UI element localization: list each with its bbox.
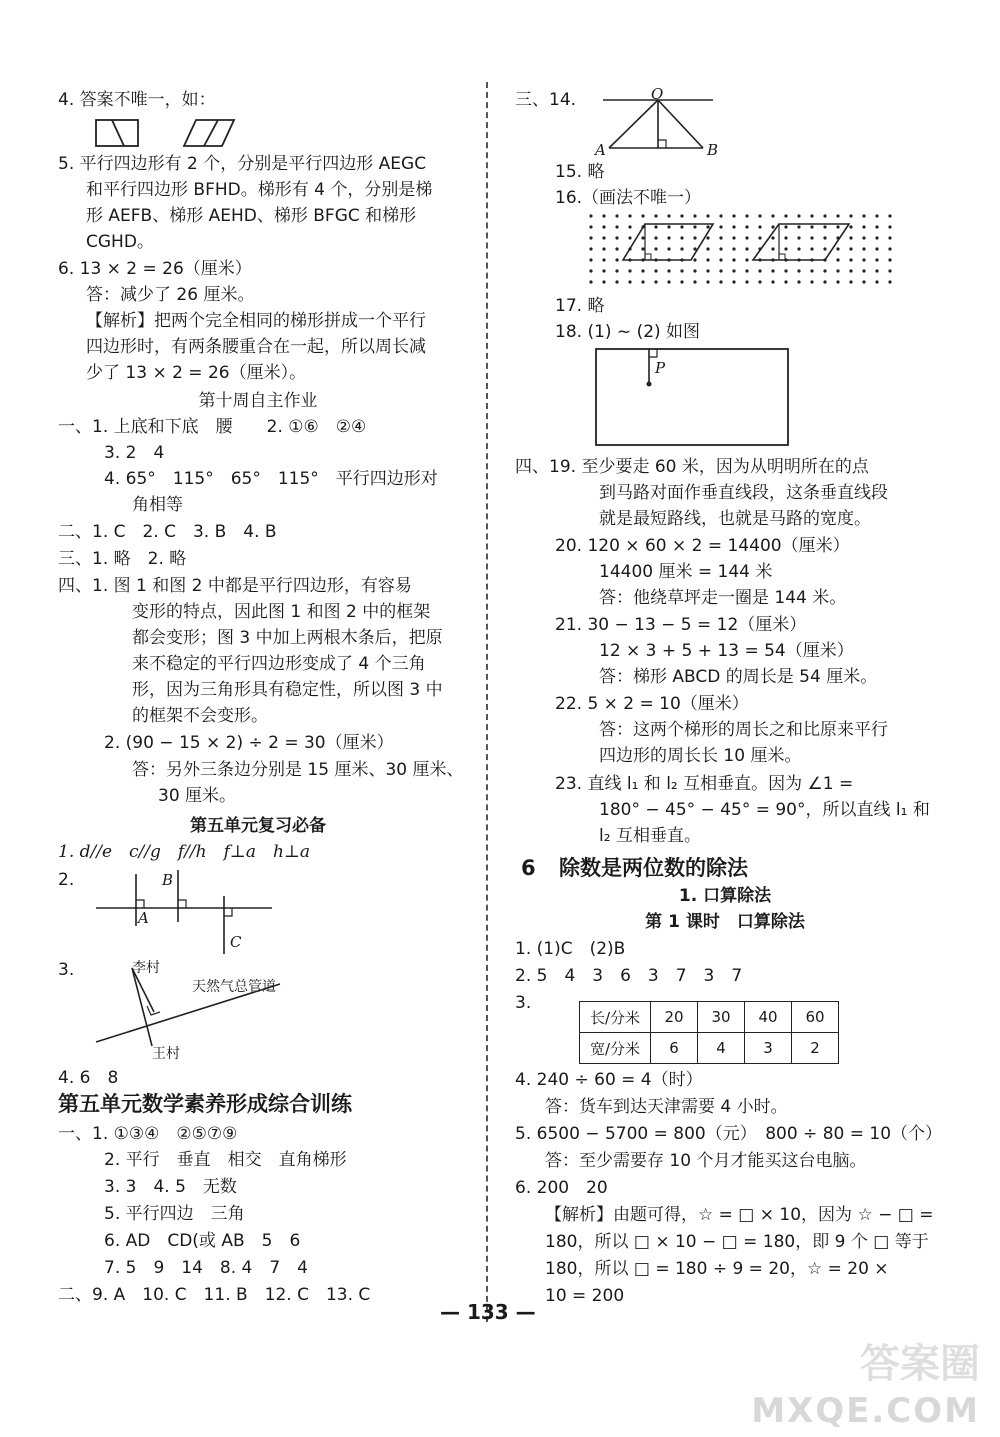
grid-dot bbox=[797, 225, 800, 228]
q4-line: 4. 答案不唯一，如： bbox=[58, 90, 216, 110]
w-line3: 4. 65° 115° 65° 115° 平行四边形对 bbox=[104, 469, 438, 489]
grid-dot bbox=[602, 225, 605, 228]
q18-line: 18. (1) ~ (2) 如图 bbox=[555, 322, 701, 342]
grid-dot bbox=[797, 214, 800, 217]
watermark-logo: 答案圈 bbox=[860, 1341, 980, 1387]
grid-dot bbox=[888, 258, 891, 261]
w-line6: 三、1. 略 2. 略 bbox=[58, 549, 187, 569]
grid-dot bbox=[836, 258, 839, 261]
grid-dot bbox=[784, 236, 787, 239]
table-cell: 60 bbox=[792, 1002, 839, 1033]
table-cell: 20 bbox=[651, 1002, 698, 1033]
a1-line: 1. (1)C (2)B bbox=[515, 939, 626, 959]
u-line5: 6. AD CD(或 AB 5 6 bbox=[104, 1231, 301, 1251]
w-line2: 3. 2 4 bbox=[104, 443, 165, 463]
grid-dot bbox=[823, 269, 826, 272]
grid-dot bbox=[667, 247, 670, 250]
grid-dot bbox=[719, 225, 722, 228]
grid-dot bbox=[680, 214, 683, 217]
grid-dot bbox=[719, 214, 722, 217]
grid-dot bbox=[693, 258, 696, 261]
w-line1: 一、1. 上底和下底 腰 2. ①⑥ ②④ bbox=[58, 417, 367, 437]
a3-line: 3. bbox=[515, 993, 532, 1013]
q19-line2: 到马路对面作垂直线段，这条垂直线段 bbox=[599, 483, 888, 503]
a2-line: 2. 5 4 3 6 3 7 3 7 bbox=[515, 966, 743, 986]
grid-dot bbox=[719, 236, 722, 239]
w-line12: 的框架不会变形。 bbox=[132, 706, 268, 726]
grid-dot bbox=[797, 236, 800, 239]
grid-dot bbox=[628, 236, 631, 239]
grid-dot bbox=[823, 280, 826, 283]
grid-dot bbox=[667, 280, 670, 283]
grid-dot bbox=[693, 280, 696, 283]
grid-dot bbox=[732, 269, 735, 272]
grid-dot bbox=[732, 236, 735, 239]
grid-dot bbox=[641, 247, 644, 250]
grid-dot bbox=[680, 280, 683, 283]
grid-dot bbox=[849, 225, 852, 228]
grid-dot bbox=[693, 269, 696, 272]
page-number: — 133 — bbox=[440, 1300, 536, 1324]
grid-dot bbox=[732, 247, 735, 250]
table-cell: 宽/分米 bbox=[580, 1033, 651, 1064]
w-line13: 2. (90 − 15 × 2) ÷ 2 = 30（厘米） bbox=[104, 733, 394, 753]
q16-line: 16.（画法不唯一） bbox=[555, 188, 702, 208]
grid-dot bbox=[589, 280, 592, 283]
q21-line3: 答：梯形 ABCD 的周长是 54 厘米。 bbox=[599, 667, 878, 687]
grid-dot bbox=[680, 236, 683, 239]
a4-line1: 4. 240 ÷ 60 = 4（时） bbox=[515, 1070, 703, 1090]
grid-dot bbox=[654, 247, 657, 250]
grid-dot bbox=[836, 247, 839, 250]
r-line1: 1. d//e c//g f//h f⊥a h⊥a bbox=[58, 842, 311, 862]
grid-dot bbox=[823, 247, 826, 250]
grid-dot bbox=[615, 280, 618, 283]
grid-dot bbox=[771, 236, 774, 239]
grid-dot bbox=[888, 280, 891, 283]
grid-dot bbox=[875, 236, 878, 239]
grid-dot bbox=[784, 247, 787, 250]
grid-dot bbox=[589, 269, 592, 272]
grid-dot bbox=[862, 258, 865, 261]
grid-dot bbox=[771, 280, 774, 283]
q21-line2: 12 × 3 + 5 + 13 = 54（厘米） bbox=[599, 641, 854, 661]
grid-dot bbox=[602, 280, 605, 283]
q19-line1: 四、19. 至少要走 60 米，因为从明明所在的点 bbox=[515, 457, 869, 477]
w-line10: 来不稳定的平行四边形变成了 4 个三角 bbox=[132, 654, 426, 674]
grid-dot bbox=[875, 269, 878, 272]
label-P: P bbox=[655, 359, 666, 377]
q6-analysis2: 四边形时，有两条腰重合在一起，所以周长减 bbox=[86, 337, 426, 357]
q6-analysis1: 【解析】把两个完全相同的梯形拼成一个平行 bbox=[86, 311, 426, 331]
grid-dot bbox=[771, 225, 774, 228]
grid-dot bbox=[810, 225, 813, 228]
u-line3: 3. 3 4. 5 无数 bbox=[104, 1177, 237, 1197]
grid-dot bbox=[680, 269, 683, 272]
grid-dot bbox=[654, 236, 657, 239]
grid-dot bbox=[589, 225, 592, 228]
grid-dot bbox=[810, 280, 813, 283]
grid-dot bbox=[758, 214, 761, 217]
a6-analysis1: 【解析】由题可得，☆ = □ × 10，因为 ☆ − □ = bbox=[545, 1205, 934, 1225]
unit6-title: 除数是两位数的除法 bbox=[559, 856, 748, 880]
grid-dot bbox=[771, 214, 774, 217]
grid-dot bbox=[888, 236, 891, 239]
grid-dot bbox=[758, 225, 761, 228]
grid-dot bbox=[589, 236, 592, 239]
grid-dot bbox=[784, 280, 787, 283]
table-cell: 4 bbox=[698, 1033, 745, 1064]
r-line3: 3. bbox=[58, 960, 75, 980]
q15-line: 15. 略 bbox=[555, 162, 605, 182]
grid-dot bbox=[719, 247, 722, 250]
grid-dot bbox=[862, 225, 865, 228]
unit5-title: 第五单元数学素养形成综合训练 bbox=[58, 1092, 352, 1116]
grid-dot bbox=[615, 225, 618, 228]
q20-line1: 20. 120 × 60 × 2 = 14400（厘米） bbox=[555, 536, 850, 556]
grid-dot bbox=[706, 269, 709, 272]
watermark-url: MXQE.COM bbox=[751, 1391, 980, 1431]
label-gas-pipeline: 天然气总管道 bbox=[192, 979, 276, 995]
grid-dot bbox=[836, 214, 839, 217]
table-cell: 6 bbox=[651, 1033, 698, 1064]
a6-analysis3: 180，所以 □ = 180 ÷ 9 = 20，☆ = 20 × bbox=[545, 1259, 889, 1279]
grid-dot bbox=[888, 214, 891, 217]
grid-dot bbox=[641, 269, 644, 272]
label-B-14: B bbox=[707, 141, 719, 159]
grid-dot bbox=[602, 236, 605, 239]
grid-dot bbox=[628, 269, 631, 272]
label-wang-village: 王村 bbox=[152, 1046, 180, 1062]
grid-dot bbox=[823, 236, 826, 239]
grid-dot bbox=[680, 247, 683, 250]
q14-label: 三、14. bbox=[515, 90, 577, 110]
grid-dot bbox=[745, 269, 748, 272]
grid-dot bbox=[628, 225, 631, 228]
grid-dot bbox=[784, 214, 787, 217]
week10-title: 第十周自主作业 bbox=[198, 391, 318, 411]
grid-dot bbox=[589, 247, 592, 250]
grid-dot bbox=[745, 247, 748, 250]
q6-line2: 答：减少了 26 厘米。 bbox=[86, 285, 255, 305]
grid-dot bbox=[706, 247, 709, 250]
w-line5: 二、1. C 2. C 3. B 4. B bbox=[58, 522, 277, 542]
q6-analysis3: 少了 13 × 2 = 26（厘米）。 bbox=[86, 363, 307, 383]
grid-dot bbox=[745, 258, 748, 261]
q5-line4: CGHD。 bbox=[86, 232, 154, 252]
grid-dot bbox=[836, 269, 839, 272]
u-line6: 7. 5 9 14 8. 4 7 4 bbox=[104, 1258, 308, 1278]
u-line2: 2. 平行 垂直 相交 直角梯形 bbox=[104, 1150, 347, 1170]
a6-analysis2: 180，所以 □ × 10 − □ = 180，即 9 个 □ 等于 bbox=[545, 1232, 929, 1252]
grid-dot bbox=[888, 269, 891, 272]
grid-dot bbox=[771, 247, 774, 250]
grid-dot bbox=[784, 225, 787, 228]
grid-dot bbox=[693, 236, 696, 239]
grid-dot bbox=[810, 214, 813, 217]
q23-line3: l₂ 互相垂直。 bbox=[599, 826, 701, 846]
grid-dot bbox=[654, 269, 657, 272]
grid-dot bbox=[862, 214, 865, 217]
label-A-14: A bbox=[595, 141, 606, 159]
grid-dot bbox=[862, 236, 865, 239]
grid-dot bbox=[654, 225, 657, 228]
q20-line3: 答：他绕草坪走一圈是 144 米。 bbox=[599, 588, 847, 608]
label-A: A bbox=[138, 909, 149, 927]
q5-line3: 形 AEFB、梯形 AEHD、梯形 BFGC 和梯形 bbox=[86, 206, 417, 226]
grid-dot bbox=[732, 280, 735, 283]
a5-line1: 5. 6500 − 5700 = 800（元） 800 ÷ 80 = 10（个） bbox=[515, 1124, 943, 1144]
lesson1-title: 第 1 课时 口算除法 bbox=[645, 912, 805, 932]
grid-dot bbox=[680, 225, 683, 228]
table-cell: 2 bbox=[792, 1033, 839, 1064]
a3-table bbox=[579, 1001, 839, 1064]
grid-dot bbox=[849, 236, 852, 239]
grid-dot bbox=[615, 247, 618, 250]
w-line7: 四、1. 图 1 和图 2 中都是平行四边形，有容易 bbox=[58, 576, 412, 596]
grid-dot bbox=[745, 225, 748, 228]
q17-line: 17. 略 bbox=[555, 296, 605, 316]
q22-line1: 22. 5 × 2 = 10（厘米） bbox=[555, 694, 749, 714]
left-column bbox=[58, 0, 528, 1340]
w-line8: 变形的特点，因此图 1 和图 2 中的框架 bbox=[132, 602, 431, 622]
grid-dot bbox=[758, 269, 761, 272]
grid-dot bbox=[589, 258, 592, 261]
q6-line1: 6. 13 × 2 = 26（厘米） bbox=[58, 259, 252, 279]
grid-dot bbox=[823, 214, 826, 217]
grid-dot bbox=[602, 258, 605, 261]
w-line9: 都会变形；图 3 中加上两根木条后，把原 bbox=[132, 628, 443, 648]
grid-dot bbox=[862, 269, 865, 272]
grid-dot bbox=[862, 247, 865, 250]
q22-line2: 答：这两个梯形的周长之和比原来平行 bbox=[599, 720, 888, 740]
grid-dot bbox=[875, 247, 878, 250]
grid-dot bbox=[667, 236, 670, 239]
grid-dot bbox=[654, 280, 657, 283]
label-O: O bbox=[651, 85, 664, 103]
grid-dot bbox=[745, 214, 748, 217]
section1-title: 1. 口算除法 bbox=[678, 886, 772, 906]
q16-dot-grid bbox=[587, 212, 907, 288]
grid-dot bbox=[706, 258, 709, 261]
grid-dot bbox=[615, 258, 618, 261]
w-line4: 角相等 bbox=[132, 495, 183, 515]
grid-dot bbox=[797, 269, 800, 272]
a6-analysis4: 10 = 200 bbox=[545, 1286, 625, 1306]
q23-line2: 180° − 45° − 45° = 90°，所以直线 l₁ 和 bbox=[599, 800, 930, 820]
q5-line1: 5. 平行四边形有 2 个，分别是平行四边形 AEGC bbox=[58, 154, 427, 174]
grid-dot bbox=[875, 280, 878, 283]
a5-line2: 答：至少需要存 10 个月才能买这台电脑。 bbox=[545, 1151, 867, 1171]
grid-dot bbox=[875, 225, 878, 228]
grid-dot bbox=[732, 258, 735, 261]
grid-dot bbox=[667, 214, 670, 217]
grid-dot bbox=[797, 247, 800, 250]
grid-dot bbox=[706, 225, 709, 228]
grid-dot bbox=[602, 247, 605, 250]
q5-line2: 和平行四边形 BFHD。梯形有 4 个，分别是梯 bbox=[86, 180, 433, 200]
table-cell: 40 bbox=[745, 1002, 792, 1033]
grid-dot bbox=[849, 269, 852, 272]
q22-line3: 四边形的周长长 10 厘米。 bbox=[599, 746, 802, 766]
grid-dot bbox=[810, 269, 813, 272]
table-row bbox=[580, 1002, 839, 1033]
grid-dot bbox=[875, 258, 878, 261]
grid-dot bbox=[615, 269, 618, 272]
grid-dot bbox=[628, 214, 631, 217]
grid-dot bbox=[693, 214, 696, 217]
a6-line1: 6. 200 20 bbox=[515, 1178, 608, 1198]
grid-dot bbox=[849, 247, 852, 250]
grid-dot bbox=[706, 280, 709, 283]
grid-dot bbox=[745, 280, 748, 283]
grid-dot bbox=[628, 280, 631, 283]
grid-dot bbox=[641, 236, 644, 239]
grid-dot bbox=[641, 214, 644, 217]
u-line1: 一、1. ①③④ ②⑤⑦⑨ bbox=[58, 1124, 238, 1144]
grid-dot bbox=[810, 236, 813, 239]
review-q2-figure bbox=[94, 866, 274, 961]
grid-dot bbox=[836, 280, 839, 283]
a4-line2: 答：货车到达天津需要 4 小时。 bbox=[545, 1097, 788, 1117]
grid-dot bbox=[615, 214, 618, 217]
q23-line1: 23. 直线 l₁ 和 l₂ 互相垂直。因为 ∠1 = bbox=[555, 774, 854, 794]
grid-dot bbox=[732, 225, 735, 228]
label-li-village: 李村 bbox=[132, 960, 160, 976]
table-cell: 30 bbox=[698, 1002, 745, 1033]
grid-dot bbox=[745, 236, 748, 239]
u-line7: 二、9. A 10. C 11. B 12. C 13. C bbox=[58, 1285, 371, 1305]
grid-dot bbox=[719, 280, 722, 283]
grid-dot bbox=[849, 214, 852, 217]
grid-dot bbox=[706, 214, 709, 217]
label-B: B bbox=[162, 871, 174, 889]
table-row bbox=[580, 1033, 839, 1064]
q21-line1: 21. 30 − 13 − 5 = 12（厘米） bbox=[555, 615, 807, 635]
grid-dot bbox=[888, 247, 891, 250]
grid-dot bbox=[693, 225, 696, 228]
grid-dot bbox=[810, 247, 813, 250]
grid-dot bbox=[849, 258, 852, 261]
r-line2: 2. bbox=[58, 870, 75, 890]
grid-dot bbox=[875, 214, 878, 217]
w-line15: 30 厘米。 bbox=[158, 786, 237, 806]
grid-dot bbox=[888, 225, 891, 228]
grid-dot bbox=[654, 214, 657, 217]
grid-dot bbox=[719, 269, 722, 272]
grid-dot bbox=[836, 225, 839, 228]
grid-dot bbox=[667, 269, 670, 272]
grid-dot bbox=[797, 280, 800, 283]
grid-dot bbox=[719, 258, 722, 261]
grid-dot bbox=[641, 280, 644, 283]
grid-dot bbox=[732, 214, 735, 217]
unit6-number: 6 bbox=[521, 856, 536, 880]
grid-dot bbox=[602, 214, 605, 217]
q18-figure bbox=[595, 348, 795, 448]
table-cell: 3 bbox=[745, 1033, 792, 1064]
label-C: C bbox=[230, 933, 242, 951]
grid-dot bbox=[667, 225, 670, 228]
grid-dot bbox=[771, 269, 774, 272]
grid-dot bbox=[758, 280, 761, 283]
table-cell: 长/分米 bbox=[580, 1002, 651, 1033]
right-column bbox=[515, 0, 985, 1340]
review-title: 第五单元复习必备 bbox=[190, 816, 326, 836]
q20-line2: 14400 厘米 = 144 米 bbox=[599, 562, 773, 582]
u-line4: 5. 平行四边 三角 bbox=[104, 1204, 245, 1224]
grid-dot bbox=[862, 280, 865, 283]
grid-dot bbox=[589, 214, 592, 217]
grid-dot bbox=[706, 236, 709, 239]
w-line11: 形，因为三角形具有稳定性，所以图 3 中 bbox=[132, 680, 443, 700]
q19-line3: 就是最短路线，也就是马路的宽度。 bbox=[599, 509, 871, 529]
q4-shapes bbox=[96, 118, 286, 150]
grid-dot bbox=[784, 269, 787, 272]
grid-dot bbox=[823, 225, 826, 228]
w-line14: 答：另外三条边分别是 15 厘米、30 厘米、 bbox=[132, 760, 464, 780]
grid-dot bbox=[615, 236, 618, 239]
r-line4: 4. 6 8 bbox=[58, 1068, 119, 1088]
grid-dot bbox=[849, 280, 852, 283]
grid-dot bbox=[602, 269, 605, 272]
grid-dot bbox=[758, 236, 761, 239]
